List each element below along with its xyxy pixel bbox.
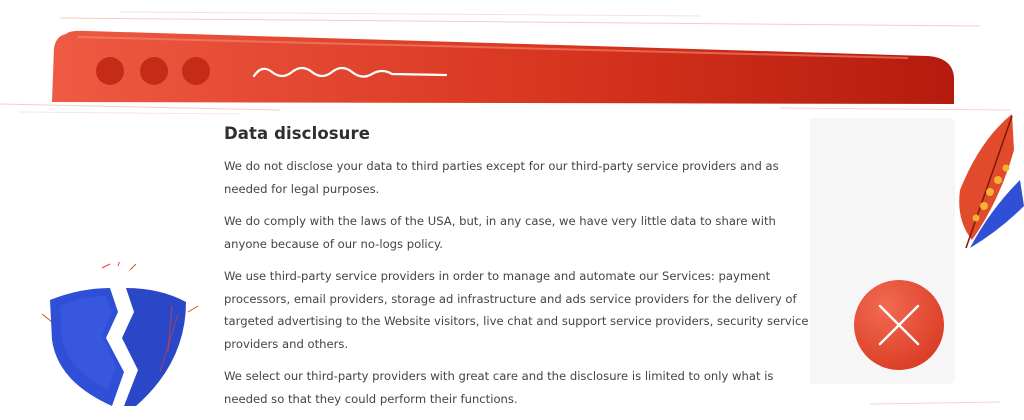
window-dot-2	[140, 57, 168, 85]
window-dot-1	[96, 57, 124, 85]
feather-icon	[950, 110, 1024, 260]
article-paragraph-2: We do comply with the laws of the USA, but, in any case, we have very little data to share with anyone because of our no-logs policy.	[224, 214, 776, 251]
article-paragraph-3: We use third-party service providers in order to manage and automate our Services: payment processors, email providers, storage ad infrastructure and ads service providers for the delivery of targeted advertising to the Website visitors, live chat and support service providers, security service providers and others.	[224, 269, 809, 351]
broken-shield-icon	[40, 262, 200, 412]
article-paragraph-4: We select our third-party providers with great care and the disclosure is limited to only what is needed so that they could perform their functions.	[224, 369, 774, 406]
article-paragraph-1: We do not disclose your data to third parties except for our third-party service providers and as needed for legal purposes.	[224, 159, 779, 196]
article-content	[224, 120, 809, 420]
close-icon[interactable]	[852, 278, 946, 372]
browser-titlebar	[48, 28, 958, 108]
window-dot-3	[182, 57, 210, 85]
article-title: Data disclosure	[224, 124, 371, 143]
